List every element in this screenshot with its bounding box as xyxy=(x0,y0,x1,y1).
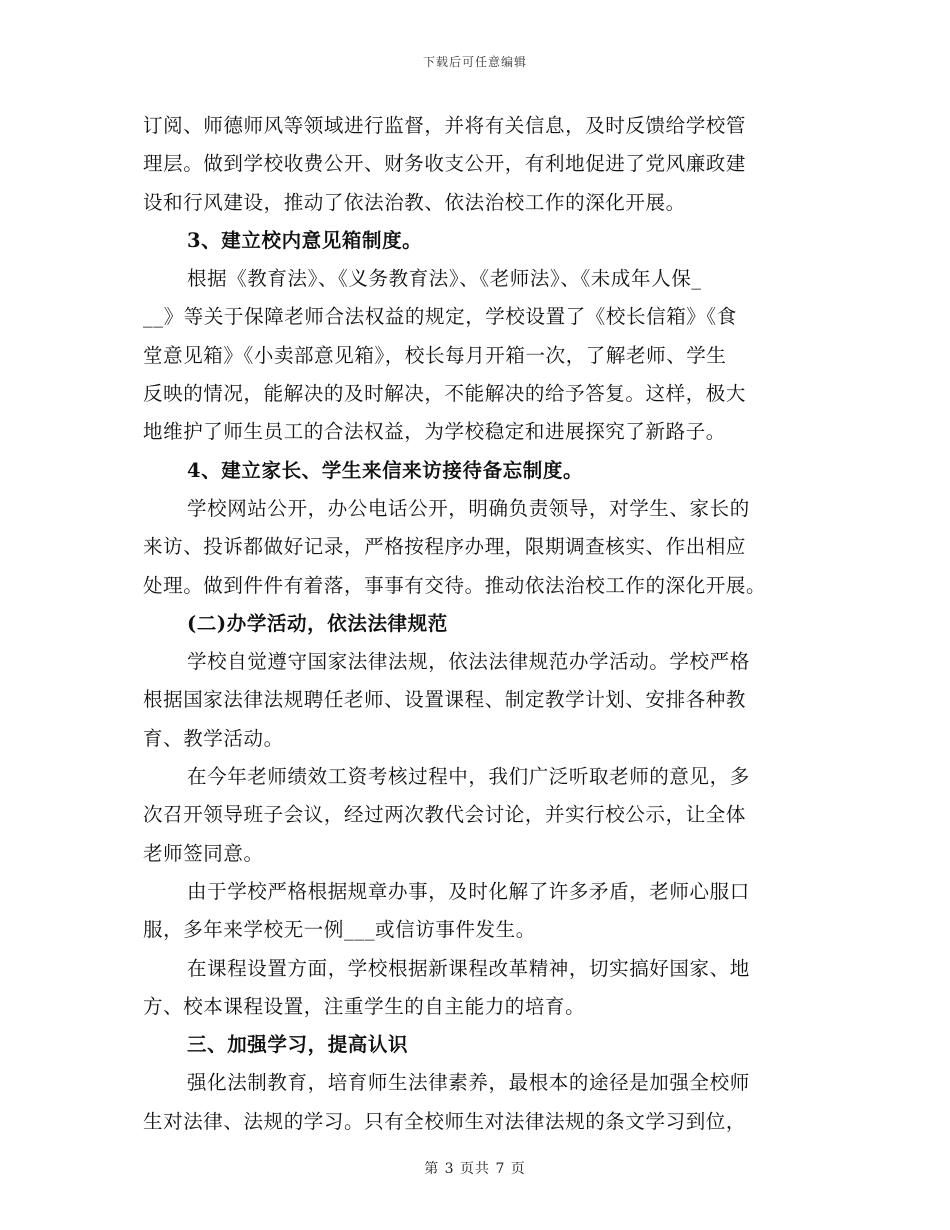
body-line: 学校网站公开，办公电话公开，明确负责领导，对学生、家长的 xyxy=(187,496,750,520)
body-line: 次召开领导班子会议，经过两次教代会讨论，并实行校公示，让全体 xyxy=(143,803,747,827)
body-line: 由于学校严格根据规章办事，及时化解了许多矛盾，老师心服口 xyxy=(187,879,750,903)
body-line: 地维护了师生员工的合法权益，为学校稳定和进展探究了新路子。 xyxy=(143,420,726,444)
section-heading: (二)办学活动，依法法律规范 xyxy=(187,611,448,635)
body-line: 强化法制教育，培育师生法律素养，最根本的途径是加强全校师 xyxy=(187,1071,750,1095)
body-line: 育、教学活动。 xyxy=(143,726,284,750)
body-line: 服，多年来学校无一例___或信访事件发生。 xyxy=(143,918,536,942)
body-line: 在课程设置方面，学校根据新课程改革精神，切实搞好国家、地 xyxy=(187,956,750,980)
section-heading: 4、建立家长、学生来信来访接待备忘制度。 xyxy=(187,458,584,482)
body-line: 堂意见箱》《小卖部意见箱》，校长每月开箱一次，了解老师、学生 xyxy=(143,343,727,367)
body-line: 老师签同意。 xyxy=(143,841,264,865)
body-line: 来访、投诉都做好记录，严格按程序办理，限期调查核实、作出相应 xyxy=(143,535,747,559)
body-line: 生对法律、法规的学习。只有全校师生对法律法规的条文学习到位， xyxy=(143,1109,747,1133)
body-line: 设和行风建设，推动了依法治教、依法治校工作的深化开展。 xyxy=(143,190,686,214)
body-line: 理层。做到学校收费公开、财务收支公开，有利地促进了党风廉政建 xyxy=(143,152,747,176)
body-line: 在今年老师绩效工资考核过程中，我们广泛听取老师的意见，多 xyxy=(187,765,750,789)
body-line: 根据国家法律法规聘任老师、设置课程、制定教学计划、安排各种教 xyxy=(143,688,747,712)
page-header: 下载后可任意编辑 xyxy=(422,55,527,69)
body-line: 根据《教育法》、《义务教育法》、《老师法》、《未成年人保_ xyxy=(187,267,702,291)
body-line: __》等关于保障老师合法权益的规定，学校设置了《校长信箱》《食 xyxy=(143,305,737,329)
section-heading: 3、建立校内意见箱制度。 xyxy=(187,228,423,252)
body-line: 处理。做到件件有着落，事事有交待。推动依法治校工作的深化开展。 xyxy=(143,573,767,597)
body-line: 反映的情况，能解决的及时解决，不能解决的给予答复。这样，极大 xyxy=(143,382,747,406)
document-body xyxy=(143,107,811,1141)
page-footer: 第 3 页共 7 页 xyxy=(424,1161,526,1177)
body-line: 方、校本课程设置，注重学生的自主能力的培育。 xyxy=(143,994,586,1018)
body-line: 学校自觉遵守国家法律法规，依法法律规范办学活动。学校严格 xyxy=(187,650,750,674)
body-line: 订阅、师德师风等领域进行监督，并将有关信息，及时反馈给学校管 xyxy=(143,114,747,137)
section-heading: 三、加强学习，提高认识 xyxy=(187,1033,409,1057)
